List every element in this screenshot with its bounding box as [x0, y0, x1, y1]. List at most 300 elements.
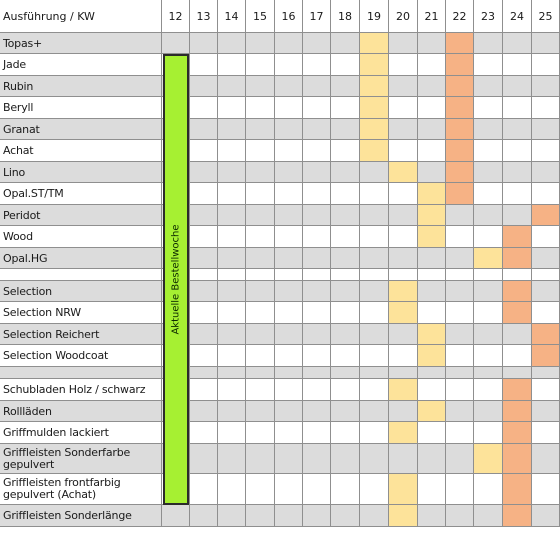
- week-cell: [331, 119, 360, 140]
- week-cell: [246, 248, 275, 269]
- week-cell: [389, 183, 418, 205]
- week-cell: [246, 345, 275, 367]
- week-cell: [446, 324, 474, 345]
- week-cell: [275, 474, 303, 505]
- week-cell: [474, 119, 503, 140]
- week-cell: [190, 422, 218, 444]
- week-cell-orange: [446, 183, 474, 205]
- week-cell: [275, 183, 303, 205]
- week-cell: [190, 401, 218, 422]
- week-cell: [532, 119, 560, 140]
- week-cell: [275, 248, 303, 269]
- spacer-row-label: [0, 367, 162, 379]
- week-cell: [275, 33, 303, 54]
- week-cell: [190, 269, 218, 281]
- week-cell-yellow: [418, 205, 446, 226]
- week-cell: [275, 226, 303, 248]
- week-cell: [218, 474, 246, 505]
- week-cell: [331, 140, 360, 162]
- week-cell-orange: [503, 401, 532, 422]
- week-cell: [218, 226, 246, 248]
- week-cell: [532, 444, 560, 474]
- week-cell: [218, 248, 246, 269]
- week-cell-orange: [446, 140, 474, 162]
- row-label: Rollläden: [0, 401, 162, 422]
- week-cell: [275, 140, 303, 162]
- week-cell: [418, 140, 446, 162]
- week-cell-yellow: [360, 140, 389, 162]
- week-cell: [418, 269, 446, 281]
- week-header-25: 25: [532, 0, 560, 33]
- week-header-23: 23: [474, 0, 503, 33]
- week-cell: [474, 324, 503, 345]
- week-cell-yellow: [389, 379, 418, 401]
- week-cell: [275, 345, 303, 367]
- week-cell: [331, 97, 360, 119]
- week-cell: [389, 324, 418, 345]
- week-cell: [218, 269, 246, 281]
- row-label: Schubladen Holz / schwarz: [0, 379, 162, 401]
- week-cell: [532, 76, 560, 97]
- week-cell: [331, 367, 360, 379]
- week-cell: [446, 281, 474, 302]
- week-cell: [474, 281, 503, 302]
- week-cell: [418, 281, 446, 302]
- week-cell-orange: [446, 162, 474, 183]
- week-cell: [303, 281, 331, 302]
- week-cell: [474, 226, 503, 248]
- week-cell: [303, 474, 331, 505]
- row-label: Wood: [0, 226, 162, 248]
- row-label: Selection: [0, 281, 162, 302]
- week-cell: [218, 505, 246, 527]
- week-cell: [418, 444, 446, 474]
- week-cell: [218, 444, 246, 474]
- week-cell: [275, 54, 303, 76]
- week-cell: [303, 379, 331, 401]
- week-cell-yellow: [389, 281, 418, 302]
- week-cell: [218, 76, 246, 97]
- week-cell: [446, 379, 474, 401]
- week-cell: [303, 76, 331, 97]
- week-cell: [303, 183, 331, 205]
- week-cell: [190, 444, 218, 474]
- current-order-week-label: Aktuelle Bestellwoche: [170, 224, 182, 335]
- week-cell: [246, 444, 275, 474]
- row-label: Rubin: [0, 76, 162, 97]
- week-cell: [503, 324, 532, 345]
- row-label: Jade: [0, 54, 162, 76]
- week-cell-orange: [446, 76, 474, 97]
- week-cell-orange: [503, 248, 532, 269]
- week-cell-yellow: [389, 162, 418, 183]
- week-cell: [246, 269, 275, 281]
- week-cell: [246, 205, 275, 226]
- week-cell: [532, 302, 560, 324]
- week-header-18: 18: [331, 0, 360, 33]
- week-cell: [532, 248, 560, 269]
- week-cell: [218, 54, 246, 76]
- week-cell: [503, 76, 532, 97]
- week-cell: [360, 379, 389, 401]
- week-cell: [303, 162, 331, 183]
- week-header-19: 19: [360, 0, 389, 33]
- week-cell: [218, 183, 246, 205]
- week-cell: [360, 345, 389, 367]
- week-cell: [418, 367, 446, 379]
- week-cell: [474, 205, 503, 226]
- week-cell: [331, 505, 360, 527]
- week-cell: [331, 474, 360, 505]
- week-cell-orange: [446, 54, 474, 76]
- week-cell: [474, 401, 503, 422]
- week-cell: [532, 140, 560, 162]
- week-cell-yellow: [418, 345, 446, 367]
- week-cell: [218, 33, 246, 54]
- week-cell-yellow: [389, 474, 418, 505]
- week-cell: [360, 422, 389, 444]
- week-cell: [275, 401, 303, 422]
- week-cell: [190, 119, 218, 140]
- week-cell: [331, 281, 360, 302]
- week-cell: [218, 281, 246, 302]
- week-cell: [474, 183, 503, 205]
- week-cell: [246, 401, 275, 422]
- spacer-row-label: [0, 269, 162, 281]
- week-cell: [474, 422, 503, 444]
- week-cell: [532, 97, 560, 119]
- week-cell: [474, 54, 503, 76]
- row-label: Selection Woodcoat: [0, 345, 162, 367]
- week-cell: [331, 345, 360, 367]
- week-cell: [360, 205, 389, 226]
- week-cell: [331, 324, 360, 345]
- week-cell: [446, 302, 474, 324]
- week-cell: [190, 281, 218, 302]
- current-order-week-bar: [163, 54, 189, 505]
- week-cell: [190, 183, 218, 205]
- week-cell: [303, 119, 331, 140]
- week-cell: [503, 345, 532, 367]
- week-header-24: 24: [503, 0, 532, 33]
- week-header-17: 17: [303, 0, 331, 33]
- week-cell: [246, 505, 275, 527]
- week-cell: [418, 54, 446, 76]
- week-cell: [162, 33, 190, 54]
- week-cell: [331, 401, 360, 422]
- week-cell: [418, 422, 446, 444]
- week-cell-orange: [503, 226, 532, 248]
- row-label: Griffleisten frontfarbig gepulvert (Achat): [0, 474, 162, 505]
- week-cell: [303, 505, 331, 527]
- week-cell: [389, 33, 418, 54]
- week-cell-yellow: [360, 54, 389, 76]
- week-cell: [303, 33, 331, 54]
- week-cell: [331, 226, 360, 248]
- week-cell: [360, 444, 389, 474]
- week-cell: [503, 162, 532, 183]
- row-label: Griffleisten Sonderlänge: [0, 505, 162, 527]
- week-cell: [218, 162, 246, 183]
- week-cell: [331, 248, 360, 269]
- week-cell: [360, 505, 389, 527]
- week-cell: [418, 119, 446, 140]
- week-cell: [389, 401, 418, 422]
- week-cell: [218, 97, 246, 119]
- week-cell: [503, 54, 532, 76]
- week-cell: [446, 444, 474, 474]
- week-cell: [389, 269, 418, 281]
- week-cell-orange: [503, 281, 532, 302]
- week-cell: [360, 183, 389, 205]
- week-cell: [246, 76, 275, 97]
- week-cell: [246, 162, 275, 183]
- week-cell: [303, 444, 331, 474]
- week-cell-orange: [532, 205, 560, 226]
- week-cell: [246, 183, 275, 205]
- week-cell: [389, 444, 418, 474]
- week-cell: [532, 505, 560, 527]
- week-cell: [190, 505, 218, 527]
- week-cell: [218, 302, 246, 324]
- week-cell: [331, 76, 360, 97]
- week-cell: [218, 367, 246, 379]
- week-cell: [503, 183, 532, 205]
- week-cell-orange: [503, 444, 532, 474]
- row-label: Lino: [0, 162, 162, 183]
- week-cell: [331, 302, 360, 324]
- week-cell: [190, 162, 218, 183]
- week-cell-yellow: [474, 444, 503, 474]
- week-cell: [331, 183, 360, 205]
- week-cell-orange: [446, 97, 474, 119]
- week-cell: [503, 269, 532, 281]
- week-cell: [275, 302, 303, 324]
- week-header-16: 16: [275, 0, 303, 33]
- week-cell: [246, 281, 275, 302]
- week-cell: [503, 367, 532, 379]
- week-cell-orange: [532, 345, 560, 367]
- week-cell: [190, 76, 218, 97]
- week-cell: [389, 248, 418, 269]
- week-cell: [389, 76, 418, 97]
- week-cell: [389, 97, 418, 119]
- week-cell: [190, 379, 218, 401]
- week-header-12: 12: [162, 0, 190, 33]
- week-cell: [331, 379, 360, 401]
- week-cell: [474, 345, 503, 367]
- week-cell: [474, 379, 503, 401]
- week-cell: [331, 33, 360, 54]
- week-cell: [275, 324, 303, 345]
- week-cell-yellow: [418, 226, 446, 248]
- week-cell: [503, 119, 532, 140]
- week-cell: [218, 401, 246, 422]
- week-cell-orange: [503, 302, 532, 324]
- week-cell: [474, 367, 503, 379]
- week-cell-yellow: [389, 422, 418, 444]
- row-label: Griffleisten Sonderfarbe gepulvert: [0, 444, 162, 474]
- week-cell: [532, 281, 560, 302]
- week-cell: [303, 345, 331, 367]
- week-cell-yellow: [418, 401, 446, 422]
- week-cell: [532, 183, 560, 205]
- week-cell: [503, 97, 532, 119]
- week-cell: [360, 269, 389, 281]
- row-label: Opal.ST/TM: [0, 183, 162, 205]
- week-cell: [218, 379, 246, 401]
- week-cell: [303, 324, 331, 345]
- week-cell: [275, 162, 303, 183]
- week-cell-yellow: [389, 505, 418, 527]
- week-cell: [303, 97, 331, 119]
- week-cell: [474, 33, 503, 54]
- week-cell: [275, 76, 303, 97]
- week-cell: [331, 444, 360, 474]
- week-cell: [418, 474, 446, 505]
- week-cell: [418, 97, 446, 119]
- row-label: Topas+: [0, 33, 162, 54]
- week-cell: [275, 367, 303, 379]
- week-cell: [446, 367, 474, 379]
- row-label: Selection Reichert: [0, 324, 162, 345]
- week-cell: [303, 54, 331, 76]
- week-cell-orange: [503, 422, 532, 444]
- week-cell: [389, 367, 418, 379]
- week-cell: [190, 226, 218, 248]
- week-cell: [303, 205, 331, 226]
- week-cell: [303, 269, 331, 281]
- week-cell: [162, 505, 190, 527]
- week-cell: [532, 422, 560, 444]
- week-cell: [474, 140, 503, 162]
- week-cell: [275, 379, 303, 401]
- week-header-22: 22: [446, 0, 474, 33]
- week-cell: [532, 401, 560, 422]
- week-cell: [331, 422, 360, 444]
- week-cell: [418, 248, 446, 269]
- week-cell: [446, 345, 474, 367]
- week-header-15: 15: [246, 0, 275, 33]
- week-cell: [218, 422, 246, 444]
- week-cell: [275, 269, 303, 281]
- week-cell: [418, 505, 446, 527]
- week-cell: [474, 269, 503, 281]
- week-cell: [532, 162, 560, 183]
- week-cell: [246, 324, 275, 345]
- week-cell: [190, 54, 218, 76]
- week-cell: [275, 444, 303, 474]
- week-cell-yellow: [418, 183, 446, 205]
- week-cell: [246, 474, 275, 505]
- week-cell: [532, 269, 560, 281]
- week-cell: [303, 302, 331, 324]
- week-cell-orange: [503, 474, 532, 505]
- week-cell: [503, 33, 532, 54]
- week-cell: [360, 401, 389, 422]
- week-cell: [446, 226, 474, 248]
- week-cell: [474, 505, 503, 527]
- week-cell: [218, 324, 246, 345]
- week-cell: [190, 302, 218, 324]
- week-cell-orange: [446, 119, 474, 140]
- week-cell: [275, 119, 303, 140]
- week-cell: [190, 205, 218, 226]
- week-cell: [275, 97, 303, 119]
- week-cell: [246, 140, 275, 162]
- week-cell-yellow: [360, 76, 389, 97]
- week-cell-yellow: [418, 324, 446, 345]
- week-cell: [389, 226, 418, 248]
- week-cell-yellow: [474, 248, 503, 269]
- week-cell: [446, 248, 474, 269]
- week-cell: [303, 422, 331, 444]
- week-cell: [190, 324, 218, 345]
- week-cell: [446, 401, 474, 422]
- week-cell: [446, 505, 474, 527]
- week-cell: [360, 367, 389, 379]
- week-cell: [360, 302, 389, 324]
- week-cell: [218, 345, 246, 367]
- week-cell: [503, 140, 532, 162]
- week-cell: [246, 97, 275, 119]
- week-cell: [418, 76, 446, 97]
- week-cell: [246, 422, 275, 444]
- week-cell: [331, 205, 360, 226]
- week-cell: [275, 205, 303, 226]
- week-cell: [275, 281, 303, 302]
- week-cell: [418, 379, 446, 401]
- week-cell: [190, 474, 218, 505]
- week-cell-yellow: [389, 302, 418, 324]
- week-cell: [218, 205, 246, 226]
- week-cell-yellow: [360, 33, 389, 54]
- week-cell-orange: [446, 33, 474, 54]
- week-cell: [246, 119, 275, 140]
- week-cell: [532, 367, 560, 379]
- week-cell: [190, 140, 218, 162]
- week-cell-yellow: [360, 97, 389, 119]
- week-cell: [303, 248, 331, 269]
- week-cell: [303, 226, 331, 248]
- row-label: Beryll: [0, 97, 162, 119]
- row-label: Griffmulden lackiert: [0, 422, 162, 444]
- week-cell: [532, 474, 560, 505]
- week-cell: [190, 367, 218, 379]
- week-cell: [190, 33, 218, 54]
- week-cell: [360, 324, 389, 345]
- week-cell: [418, 302, 446, 324]
- week-cell: [246, 379, 275, 401]
- week-cell: [532, 226, 560, 248]
- week-cell: [532, 379, 560, 401]
- week-cell: [246, 302, 275, 324]
- week-cell: [190, 248, 218, 269]
- week-cell: [360, 248, 389, 269]
- week-cell: [331, 54, 360, 76]
- week-cell: [246, 367, 275, 379]
- week-cell: [474, 97, 503, 119]
- week-cell: [389, 140, 418, 162]
- week-cell: [474, 474, 503, 505]
- week-header-13: 13: [190, 0, 218, 33]
- week-cell: [389, 345, 418, 367]
- week-cell: [503, 205, 532, 226]
- header-label: Ausführung / KW: [0, 0, 162, 33]
- week-cell: [389, 205, 418, 226]
- week-cell: [446, 269, 474, 281]
- week-cell: [275, 422, 303, 444]
